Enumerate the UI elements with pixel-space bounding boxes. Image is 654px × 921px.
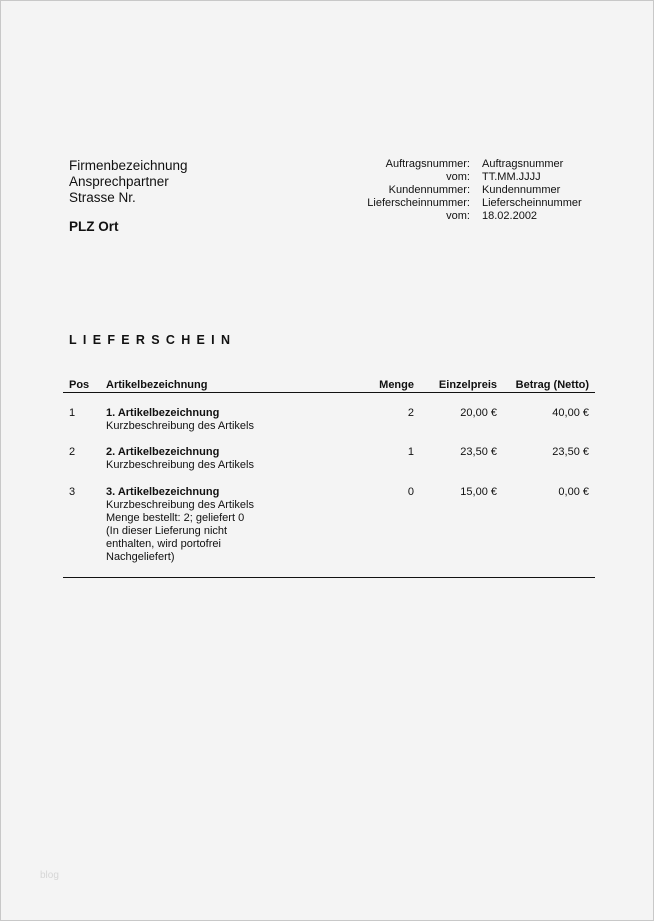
recipient-address [69, 158, 188, 235]
row-pos: 3 [69, 486, 76, 498]
row-quantity: 0 [407, 486, 414, 498]
article-name: 2. Artikelbezeichnung [106, 446, 220, 458]
recipient-city: PLZ Ort [69, 219, 119, 234]
items-table [63, 379, 595, 563]
header-pos: Pos [69, 379, 90, 391]
row-amount: 23,50 € [552, 446, 589, 458]
article-desc: Nachgeliefert) [106, 551, 175, 563]
meta-row [341, 197, 582, 210]
article-desc: (In dieser Lieferung nicht [106, 525, 228, 537]
article-desc: Kurzbeschreibung des Artikels [106, 459, 254, 471]
recipient-company: Firmenbezeichnung [69, 158, 188, 173]
meta-value: Kundennummer [482, 184, 561, 196]
article-desc: Kurzbeschreibung des Artikels [106, 420, 254, 432]
article-desc: enthalten, wird portofrei [106, 538, 221, 550]
recipient-contact: Ansprechpartner [69, 174, 169, 189]
row-article [106, 446, 306, 472]
row-pos: 2 [69, 446, 76, 458]
meta-label: vom: [446, 171, 470, 183]
row-quantity: 2 [407, 407, 414, 419]
meta-row [341, 171, 582, 184]
meta-row [341, 210, 582, 223]
article-name: 3. Artikelbezeichnung [106, 486, 220, 498]
row-amount: 0,00 € [558, 486, 589, 498]
article-name: 1. Artikelbezeichnung [106, 407, 220, 419]
meta-row [341, 184, 582, 197]
meta-value: Auftragsnummer [482, 158, 564, 170]
order-meta [341, 158, 582, 223]
row-article [106, 407, 306, 433]
header-article: Artikelbezeichnung [106, 379, 208, 391]
article-desc: Kurzbeschreibung des Artikels [106, 499, 254, 511]
recipient-street: Strasse Nr. [69, 190, 136, 205]
meta-value: TT.MM.JJJJ [482, 171, 541, 183]
row-quantity: 1 [407, 446, 414, 458]
row-pos: 1 [69, 407, 76, 419]
meta-label: vom: [446, 210, 470, 222]
row-amount: 40,00 € [552, 407, 589, 419]
meta-row [341, 158, 582, 171]
header-quantity: Menge [379, 379, 414, 391]
row-unit-price: 20,00 € [460, 407, 497, 419]
article-desc: Menge bestellt: 2; geliefert 0 [106, 512, 245, 524]
meta-label: Lieferscheinnummer: [367, 197, 470, 209]
header-unit-price: Einzelpreis [438, 379, 497, 391]
document-title: LIEFERSCHEIN [69, 333, 237, 347]
table-header [63, 379, 595, 393]
watermark: blog [40, 870, 59, 881]
row-unit-price: 23,50 € [460, 446, 497, 458]
table-bottom-rule [63, 577, 595, 578]
header-amount: Betrag (Netto) [515, 379, 589, 391]
meta-value: Lieferscheinnummer [482, 197, 582, 209]
row-article [106, 486, 306, 564]
meta-label: Auftragsnummer: [385, 158, 470, 170]
row-unit-price: 15,00 € [460, 486, 497, 498]
meta-label: Kundennummer: [388, 184, 470, 196]
meta-value: 18.02.2002 [482, 210, 538, 222]
